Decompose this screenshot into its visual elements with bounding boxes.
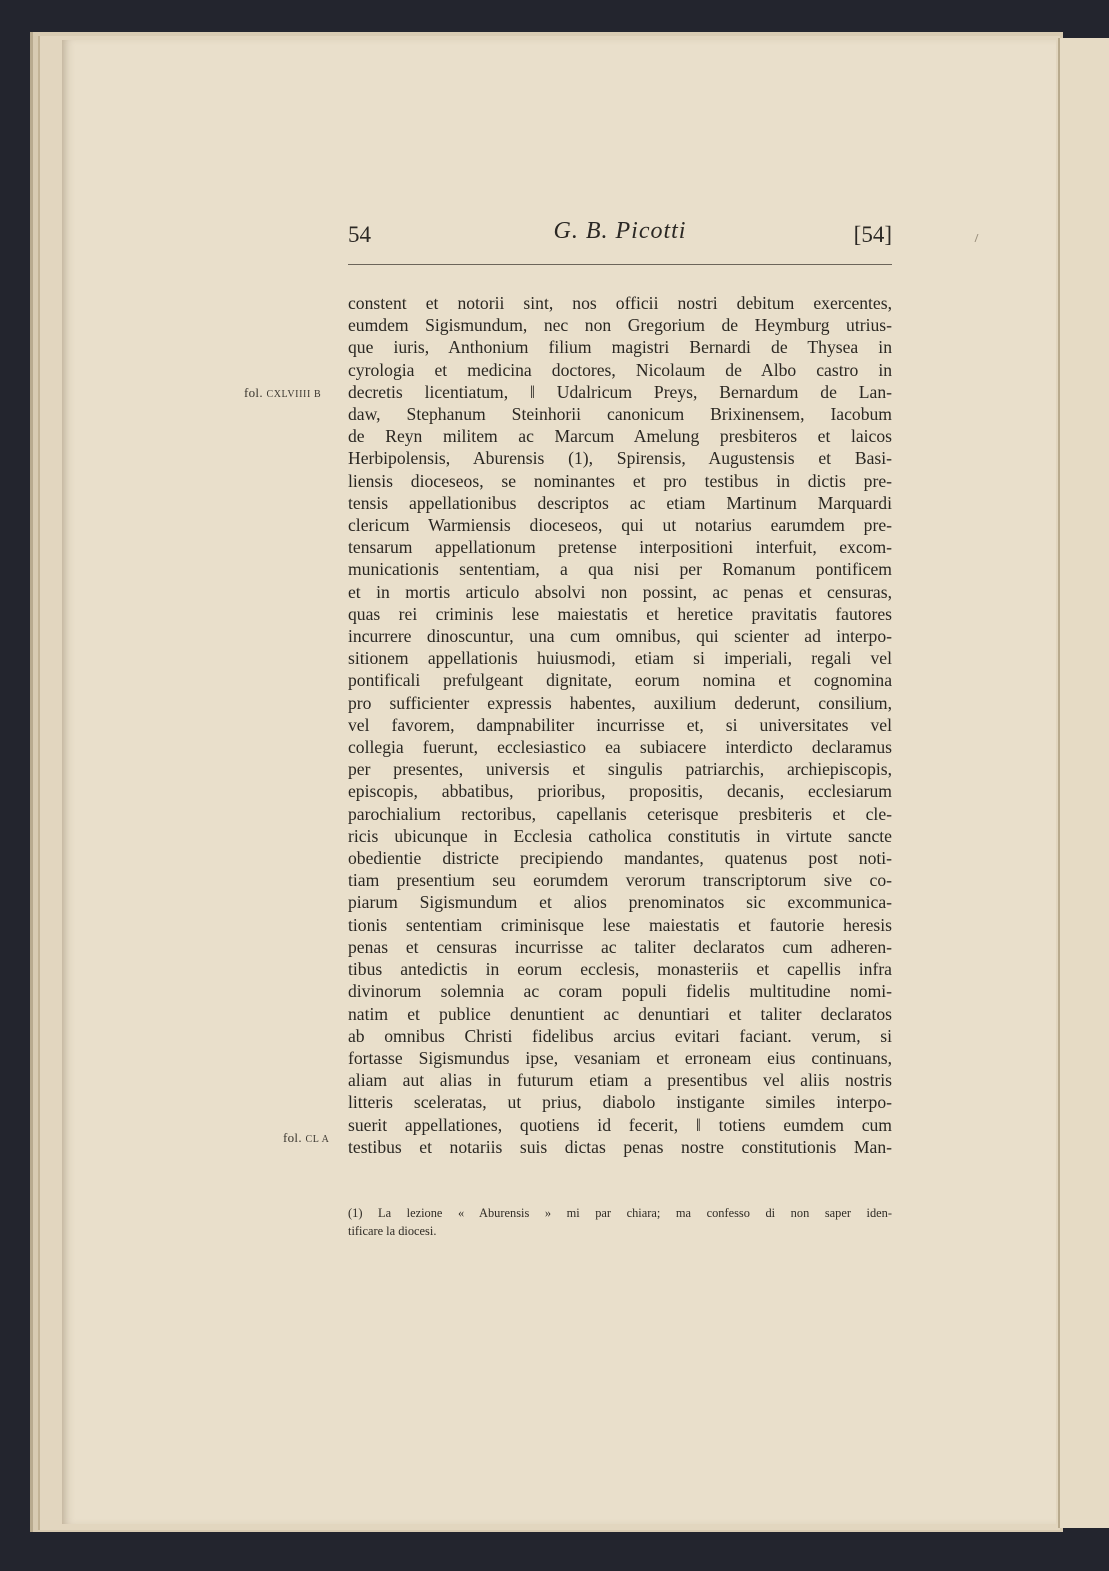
text-line: tensis appellationibus descriptos ac etiam Martinum Marquardi [348, 492, 892, 513]
page-number-right: [54] [853, 222, 892, 247]
text-line: que iuris, Anthonium filium magistri Bernardi de Thysea in [348, 337, 892, 358]
text-line: liensis dioceseos, se nominantes et pro testibus in dictis pre- [348, 470, 892, 491]
text-line: pontificali prefulgeant dignitate, eorum nomina et cognomina [348, 670, 892, 691]
facing-page-edge [1058, 38, 1109, 1528]
margin-note-prefix: fol. [283, 1130, 302, 1145]
text-line: tensarum appellationum pretense interpositioni interfuit, excom- [348, 537, 892, 558]
running-head [348, 216, 892, 256]
text-line: parochialium rectoribus, capellanis ceterisque presbiteris et cle- [348, 803, 892, 824]
text-line: fortasse Sigismundus ipse, vesaniam et erroneam eius continuans, [348, 1047, 892, 1068]
text-line: eumdem Sigismundum, nec non Gregorium de Heymburg utrius- [348, 315, 892, 336]
margin-note-ref: CL A [305, 1134, 330, 1145]
footnote [348, 1205, 892, 1240]
author-name: G. B. Picotti [553, 218, 687, 244]
text-line: tionis sententiam criminisque lese maiestatis et fautorie heresis [348, 914, 892, 935]
text-line: de Reyn militem ac Marcum Amelung presbiteros et laicos [348, 426, 892, 447]
text-line: obedientie districte precipiendo mandantes, quatenus post noti- [348, 848, 892, 869]
margin-note-ref: CXLVIIII B [266, 389, 322, 400]
text-line: constent et notorii sint, nos officii nostri debitum exercentes, [348, 293, 892, 313]
text-line: penas et censuras incurrisse ac taliter declaratos cum adheren- [348, 936, 892, 957]
text-line: testibus et notariis suis dictas penas nostre constitutionis Man- [348, 1136, 892, 1157]
text-line: aliam aut alias in futurum etiam a presentibus vel aliis nostris [348, 1070, 892, 1091]
margin-note-fol-cl [283, 1130, 329, 1146]
text-line: divinorum solemnia ac coram populi fidelis multitudine nomi- [348, 981, 892, 1002]
text-line: ricis ubicunque in Ecclesia catholica constitutis in virtute sancte [348, 825, 892, 846]
body-text [348, 292, 892, 1158]
text-line: Herbipolensis, Aburensis (1), Spirensis, Augustensis et Basi- [348, 448, 892, 469]
text-line: clericum Warmiensis dioceseos, qui ut notarius earumdem pre- [348, 515, 892, 536]
text-line: quas rei criminis lese maiestatis et heretice pravitatis fautores [348, 603, 892, 624]
text-line: incurrere dinoscuntur, una cum omnibus, qui scienter ad interpo- [348, 626, 892, 647]
text-line: tibus antedictis in eorum ecclesis, monasteriis et capellis infra [348, 959, 892, 980]
header-rule [348, 264, 892, 265]
text-line: daw, Stephanum Steinhorii canonicum Brixinensem, Iacobum [348, 404, 892, 425]
text-line: decretis licentiatum, ‖ Udalricum Preys, Bernardum de Lan- [348, 381, 892, 402]
text-line: et in mortis articulo absolvi non possint, ac penas et censuras, [348, 581, 892, 602]
text-line: natim et publice denuntient ac denuntiari et taliter declaratos [348, 1003, 892, 1024]
text-line: piarum Sigismundum et alios prenominatos sic excommunica- [348, 892, 892, 913]
text-line: sitionem appellationis huiusmodi, etiam si imperiali, regali vel [348, 648, 892, 669]
margin-note-fol-cxlviiii [244, 385, 321, 401]
text-line: suerit appellationes, quotiens id fecerit, ‖ totiens eumdem cum [348, 1114, 892, 1135]
text-line: ab omnibus Christi fidelibus arcius evitari faciant. verum, si [348, 1025, 892, 1046]
text-line: cyrologia et medicina doctores, Nicolaum de Albo castro in [348, 359, 892, 380]
footnote-line: tificare la diocesi. [348, 1223, 437, 1238]
text-line: vel favorem, dampnabiliter incurrisse et, si universitates vel [348, 714, 892, 735]
footnote-line: (1) La lezione « Aburensis » mi par chiara; ma confesso di non saper iden- [348, 1206, 892, 1220]
page-number-left: 54 [348, 222, 371, 247]
text-line: per presentes, universis et singulis patriarchis, archiepiscopis, [348, 759, 892, 780]
margin-note-prefix: fol. [244, 385, 263, 400]
text-line: tiam presentium seu eorumdem verorum transcriptorum sive co- [348, 870, 892, 891]
text-line: collegia fuerunt, ecclesiastico ea subiacere interdicto declaramus [348, 737, 892, 758]
text-line: pro sufficienter expressis habentes, auxilium dederunt, consilium, [348, 692, 892, 713]
text-line: episcopis, abbatibus, prioribus, propositis, decanis, ecclesiarum [348, 781, 892, 802]
text-line: municationis sententiam, a qua nisi per Romanum pontificem [348, 559, 892, 580]
text-line: litteris sceleratas, ut prius, diabolo instigante similes interpo- [348, 1092, 892, 1113]
